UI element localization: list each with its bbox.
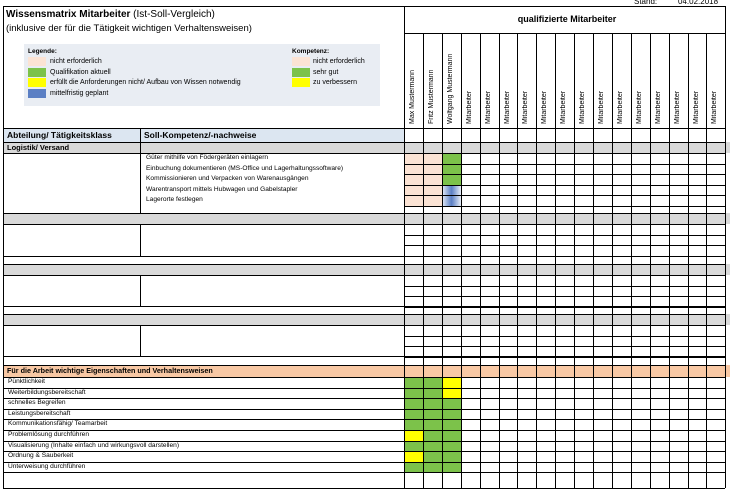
grid-line [3,365,725,366]
rating-cell[interactable] [404,153,423,164]
rating-cell[interactable] [423,409,442,420]
rating-cell[interactable] [442,377,461,388]
grid-line [404,296,725,297]
rating-cell[interactable] [404,430,423,441]
grid-line [404,336,725,337]
grid-line [140,224,141,256]
rating-cell[interactable] [442,195,461,206]
grid-line [3,388,725,389]
page-title [6,9,215,21]
kompetenz-swatch [292,78,310,87]
rating-cell[interactable] [423,388,442,399]
grid-line [404,346,725,347]
employee-header: Mitarbeiter [541,90,549,124]
grid-line [3,306,725,307]
qualified-title: qualifizierte Mitarbeiter [517,14,617,24]
legend-label: erfüllt die Anforderungen nicht/ Aufbau von Wissen notwendig [50,79,241,86]
grid-line [404,185,725,186]
employee-header: Mitarbeiter [560,90,568,124]
skill-label: Güter mithilfe von Födergeräten einlagern [146,154,269,161]
rating-cell[interactable] [442,419,461,430]
grid-line [3,377,725,378]
kompetenz-title: Kompetenz: [292,48,330,55]
grid-line [404,235,725,236]
rating-cell[interactable] [423,398,442,409]
behavior-label: Kommunikationsfähig/ Teamarbeit [8,420,108,428]
section2-band [4,213,730,224]
grid-line [404,33,725,34]
rating-cell[interactable] [442,409,461,420]
rating-cell[interactable] [404,462,423,473]
rating-cell[interactable] [423,174,442,185]
section4-band [4,314,730,325]
grid-line [404,325,725,326]
grid-line [3,451,725,452]
rating-cell[interactable] [423,185,442,196]
grid-line [3,398,725,399]
rating-cell[interactable] [423,195,442,206]
rating-cell[interactable] [404,174,423,185]
title-bold: Wissensmatrix Mitarbeiter [6,9,131,20]
behavior-label: Weiterbildungsbereitschaft [8,388,86,396]
grid-line [404,206,725,207]
employee-header: Mitarbeiter [484,90,492,124]
grid-line [3,142,725,143]
employee-header: Mitarbeiter [598,90,605,124]
rating-cell[interactable] [404,441,423,452]
grid-line [404,224,725,225]
rating-cell[interactable] [404,419,423,430]
behavior-label: Visualisierung (Inhalte einfach und wirkungsvoll darstellen) [8,441,180,449]
employee-header: Mitarbeiter [635,90,643,124]
grid-line [404,245,725,246]
employee-header: Mitarbeiter [522,90,530,124]
legend-label: Qualifikation aktuell [50,68,111,76]
employee-header: Mitarbeiter [692,90,700,124]
dept-header: Abteilung/ Tätigkeitsklass [7,130,112,140]
grid-line [3,6,4,488]
rating-cell[interactable] [404,451,423,462]
grid-line [404,6,405,488]
legend-label: nicht erforderlich [50,58,102,65]
legend-swatch [28,89,46,98]
rating-cell[interactable] [423,164,442,175]
grid-line [140,325,141,356]
rating-cell[interactable] [442,441,461,452]
legend-label: mittelfristig geplant [50,89,109,97]
grid-line [3,264,725,265]
skill-label: Einbuchung dokumentieren (MS-Office und Lagerhaltungssoftware) [146,164,344,172]
section1-title: Logistik/ Versand [7,143,70,152]
rating-cell[interactable] [442,174,461,185]
employee-header: Mitarbeiter [579,90,587,124]
rating-cell[interactable] [404,164,423,175]
rating-cell[interactable] [442,388,461,399]
skill-label: Kommissionieren und Verpacken von Warenausgängen [146,175,309,183]
grid-line [3,419,725,420]
rating-cell[interactable] [404,377,423,388]
grid-line [3,6,725,7]
rating-cell[interactable] [442,430,461,441]
stand-date: 04.02.2018 [678,0,719,6]
behavior-label: Problemlösung durchführen [8,431,90,438]
rating-cell[interactable] [404,185,423,196]
grid-line [3,153,725,154]
section1-band [4,142,730,153]
kompetenz-swatch [292,68,310,77]
employee-header: Mitarbeiter [616,90,624,124]
rating-cell[interactable] [423,419,442,430]
rating-cell[interactable] [442,185,461,196]
rating-cell[interactable] [404,195,423,206]
grid-line [3,314,725,315]
grid-line [404,164,725,165]
rating-cell[interactable] [404,409,423,420]
rating-cell[interactable] [423,377,442,388]
grid-line [140,275,141,306]
section3-band [4,264,730,275]
grid-line [3,488,725,489]
grid-line [3,213,725,214]
employee-header: Mitarbeiter [654,90,662,124]
legend-swatch [28,68,46,77]
employee-header: Mitarbeiter [673,90,681,124]
behavior-title: Für die Arbeit wichtige Eigenschaften und Verhaltensweisen [7,366,213,375]
employee-header: Mitarbeiter [711,90,719,124]
kompetenz-label: nicht erforderlich [313,58,365,65]
rating-cell[interactable] [404,398,423,409]
skill-header: Soll-Kompetenz/-nachweise [144,130,257,140]
grid-line [3,409,725,410]
rating-cell[interactable] [423,462,442,473]
grid-line [3,430,725,431]
grid-line [3,462,725,463]
rating-cell[interactable] [442,451,461,462]
grid-line [3,441,725,442]
behavior-label: Pünktlichkeit [8,378,46,385]
rating-cell[interactable] [404,388,423,399]
grid-line [3,356,725,357]
behavior-label: Leistungsbereitschaft [8,409,71,417]
grid-line [3,128,725,129]
rating-cell[interactable] [423,451,442,462]
legend-title: Legende: [28,48,57,55]
grid-line [3,472,725,473]
employee-header: Max Mustermann [409,69,416,124]
rating-cell[interactable] [423,430,442,441]
title-rest: (Ist-Soll-Vergleich) [130,9,215,20]
kompetenz-swatch [292,57,310,66]
employee-header: Fritz Mustermann [427,69,435,124]
skill-label: Warentransport mittels Hubwagen und Gabelstapler [146,185,298,193]
grid-line [404,275,725,276]
rating-cell[interactable] [442,164,461,175]
employee-header: Mitarbeiter [503,90,511,124]
rating-cell[interactable] [442,462,461,473]
grid-line [404,286,725,287]
rating-cell[interactable] [423,153,442,164]
grid-line [725,6,726,488]
grid-line [404,174,725,175]
rating-cell[interactable] [442,153,461,164]
grid-line [140,128,141,213]
grid-line [3,256,725,257]
grid-line [404,195,725,196]
kompetenz-label: zu verbessern [313,79,357,86]
rating-cell[interactable] [423,441,442,452]
kompetenz-label: sehr gut [313,68,339,76]
behavior-label: Ordnung & Sauberkeit [8,452,74,460]
rating-cell[interactable] [442,398,461,409]
employee-header: Mitarbeiter [465,90,473,124]
page-subtitle: (inklusive der für die Tätigkeit wichtigen Verhaltensweisen) [6,23,252,34]
legend-swatch [28,78,46,87]
legend-swatch [28,57,46,66]
behavior-label: Unterweisung durchführen [8,462,86,470]
skill-label: Lagerorte festlegen [146,196,203,204]
behavior-label: schnelles Begreifen [8,399,66,407]
employee-header: Wolfgang Mustermann [446,53,454,124]
stand-label: Stand: [634,0,658,6]
